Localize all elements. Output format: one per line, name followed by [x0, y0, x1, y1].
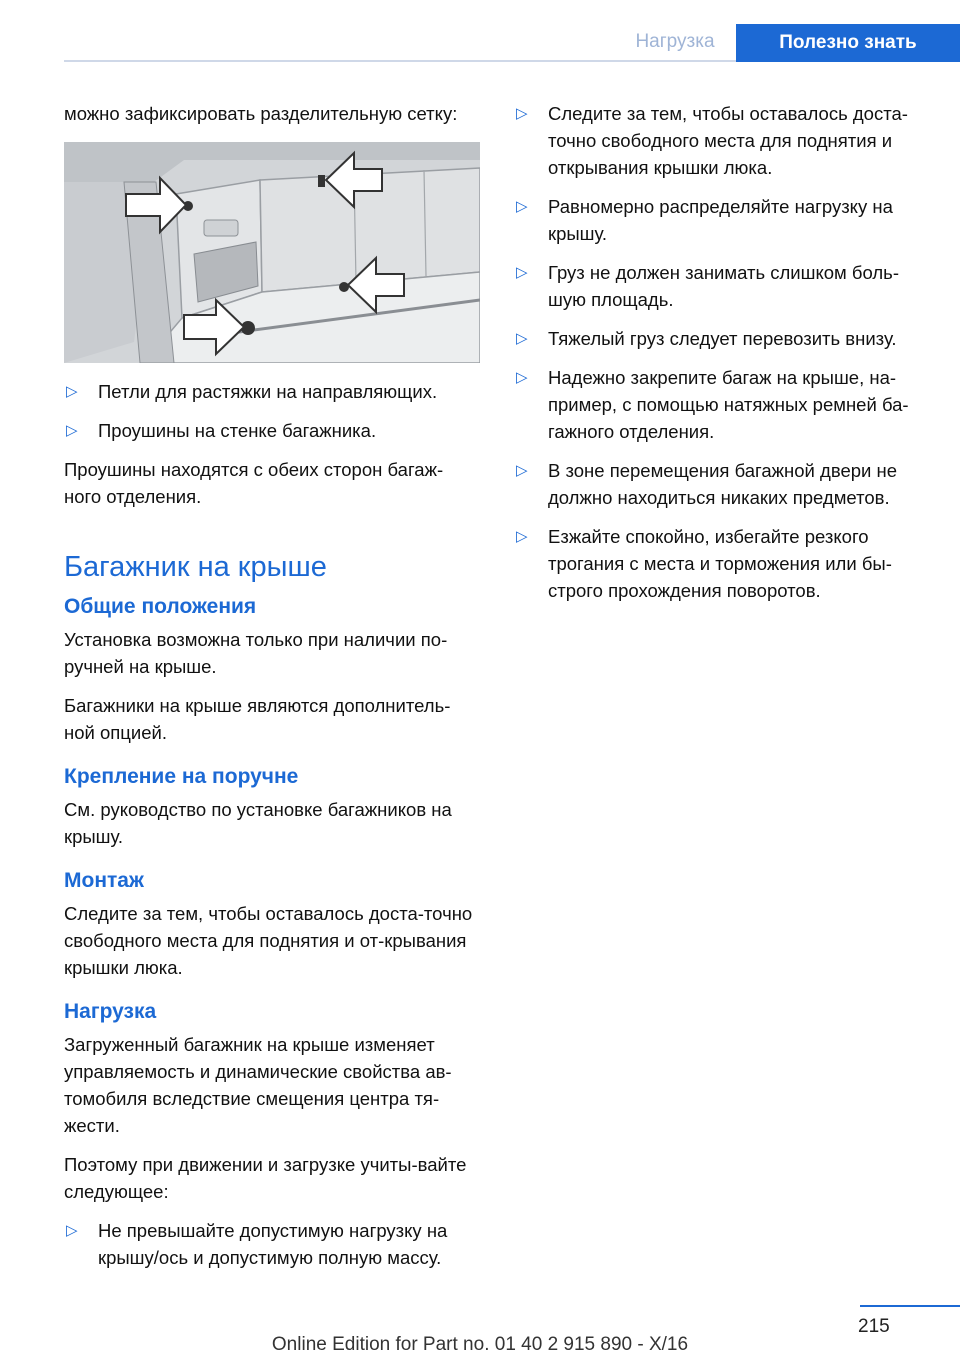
bullet-triangle-icon: ▷ — [516, 462, 528, 479]
bullet-text: Надежно закрепите багаж на крыше, на-пример, с помощью натяжных ремней ба-гажного отделения. — [548, 367, 909, 442]
subheading-mounting: Монтаж — [64, 869, 144, 892]
footer-rule — [860, 1305, 960, 1307]
general-text-1: Установка возможна только при наличии по-ручней на крыше. — [64, 629, 448, 677]
bullet-text: Груз не должен занимать слишком боль-шую площадь. — [548, 262, 899, 310]
bullet-triangle-icon: ▷ — [516, 198, 528, 215]
rail-mount-text: См. руководство по установке багажников на крышу. — [64, 799, 452, 847]
bullet-item — [514, 523, 926, 604]
load-text-2: Поэтому при движении и загрузке учиты-вайте следующее: — [64, 1154, 467, 1202]
bullet-item — [64, 417, 480, 444]
load-text-1: Загруженный багажник на крыше изменяет управляемость и динамические свойства ав-томобиля вследствие смещения центра тя-жести. — [64, 1034, 452, 1136]
subheading-rail-mount: Крепление на поручне — [64, 765, 299, 788]
left-column — [64, 100, 480, 1283]
bullet-item — [514, 325, 926, 352]
bullet-triangle-icon: ▷ — [66, 383, 78, 400]
bullet-text: Петли для растяжки на направляющих. — [98, 381, 438, 402]
bullet-item — [514, 457, 926, 511]
bullet-item — [514, 100, 926, 181]
bullet-triangle-icon: ▷ — [516, 105, 528, 122]
right-column — [514, 100, 926, 616]
bullet-item — [64, 1217, 480, 1271]
subheading-general: Общие положения — [64, 595, 257, 618]
bullet-triangle-icon: ▷ — [516, 369, 528, 386]
bullet-text: Проушины на стенке багажника. — [98, 420, 377, 441]
eyelets-note: Проушины находятся с обеих сторон багаж-ного отделения. — [64, 459, 444, 507]
bullet-text: Равномерно распределяйте нагрузку на крышу. — [548, 196, 893, 244]
bullet-text: Езжайте спокойно, избегайте резкого трогания с места и торможения или бы-строго прохождения поворотов. — [548, 526, 892, 601]
bullet-text: Не превышайте допустимую нагрузку на крышу/ось и допустимую полную массу. — [98, 1220, 448, 1268]
bullet-triangle-icon: ▷ — [66, 422, 78, 439]
bullet-triangle-icon: ▷ — [516, 528, 528, 545]
bullet-item — [514, 193, 926, 247]
bullet-text: В зоне перемещения багажной двери не должно находиться никаких предметов. — [548, 460, 898, 508]
trunk-illustration — [64, 142, 480, 363]
mounting-text: Следите за тем, чтобы оставалось доста-точно свободного места для поднятия и от-крывания крышки люка. — [64, 903, 473, 978]
bullet-item — [514, 259, 926, 313]
subheading-load: Нагрузка — [64, 1000, 157, 1023]
general-text-2: Багажники на крыше являются дополнитель-ной опцией. — [64, 695, 451, 743]
bullet-item — [514, 364, 926, 445]
bullet-text: Тяжелый груз следует перевозить внизу. — [548, 328, 897, 349]
bullet-triangle-icon: ▷ — [66, 1222, 78, 1239]
bullet-item — [64, 378, 480, 405]
header-section-label: Нагрузка — [635, 31, 715, 52]
page-number: 215 — [858, 1316, 890, 1337]
bullet-text: Следите за тем, чтобы оставалось доста-точно свободного места для поднятия и открывания крышки люка. — [548, 103, 908, 178]
intro-text: можно зафиксировать разделительную сетку: — [64, 103, 458, 124]
online-edition-note: Online Edition for Part no. 01 40 2 915 890 - X/16 — [271, 1334, 689, 1355]
bullet-triangle-icon: ▷ — [516, 330, 528, 347]
section-title-roof-rack: Багажник на крыше — [64, 551, 327, 583]
bullet-triangle-icon: ▷ — [516, 264, 528, 281]
header-tab-useful: Полезно знать — [736, 24, 960, 62]
